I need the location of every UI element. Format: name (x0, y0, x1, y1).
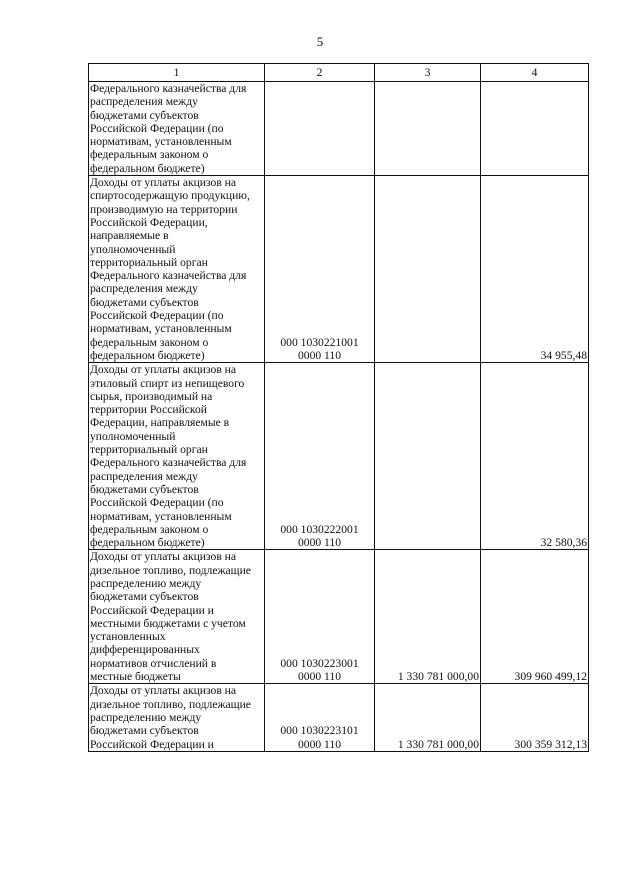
table-header-row (89, 64, 589, 82)
approved-amount-cell (375, 82, 481, 176)
executed-amount-cell (481, 82, 589, 176)
executed-amount-cell: 34 955,48 (481, 176, 589, 363)
column-header: 3 (375, 64, 481, 82)
column-header: 1 (89, 64, 265, 82)
approved-amount-cell (375, 176, 481, 363)
revenue-table (88, 63, 589, 752)
revenue-name-cell: Доходы от уплаты акцизов на дизельное топливо, подлежащие распределению между бюджетами субъектов Российской Федерации и местными бюджетами с учетом установленных дифференцированных нормативов отчислений в местные бюджеты (89, 550, 265, 684)
page-number: 5 (316, 34, 324, 49)
approved-amount-cell: 1 330 781 000,00 (375, 684, 481, 751)
classification-code-cell: 000 1030222001 0000 110 (265, 363, 375, 550)
executed-amount-cell: 300 359 312,13 (481, 684, 589, 751)
executed-amount-cell: 309 960 499,12 (481, 550, 589, 684)
classification-code-cell: 000 1030221001 0000 110 (265, 176, 375, 363)
approved-amount-cell (375, 363, 481, 550)
revenue-name-cell: Доходы от уплаты акцизов на спиртосодержащую продукцию, производимую на территории Российской Федерации, направляемые в уполномоченный территориальный орган Федерального казначейства для распределения между бюджетами субъектов Российской Федерации (по нормативам, установленным федеральным законом о федеральном бюджете) (89, 176, 265, 363)
classification-code-cell: 000 1030223101 0000 110 (265, 684, 375, 751)
column-header: 4 (481, 64, 589, 82)
table-row (89, 82, 589, 176)
revenue-name-cell: Доходы от уплаты акцизов на дизельное топливо, подлежащие распределению между бюджетами субъектов Российской Федерации и (89, 684, 265, 751)
classification-code-cell: 000 1030223001 0000 110 (265, 550, 375, 684)
approved-amount-cell: 1 330 781 000,00 (375, 550, 481, 684)
table-row (89, 176, 589, 363)
column-header: 2 (265, 64, 375, 82)
revenue-name-cell: Доходы от уплаты акцизов на этиловый спирт из непищевого сырья, производимый на территории Российской Федерации, направляемые в уполномоченный территориальный орган Федерального казначейства для распределения между бюджетами субъектов Российской Федерации (по нормативам, установленным федеральным законом о федеральном бюджете) (89, 363, 265, 550)
table-row (89, 363, 589, 550)
executed-amount-cell: 32 580,36 (481, 363, 589, 550)
table-row (89, 550, 589, 684)
classification-code-cell (265, 82, 375, 176)
table-row (89, 684, 589, 751)
revenue-name-cell: Федерального казначейства для распределения между бюджетами субъектов Российской Федерации (по нормативам, установленным федеральным законом о федеральном бюджете) (89, 82, 265, 176)
